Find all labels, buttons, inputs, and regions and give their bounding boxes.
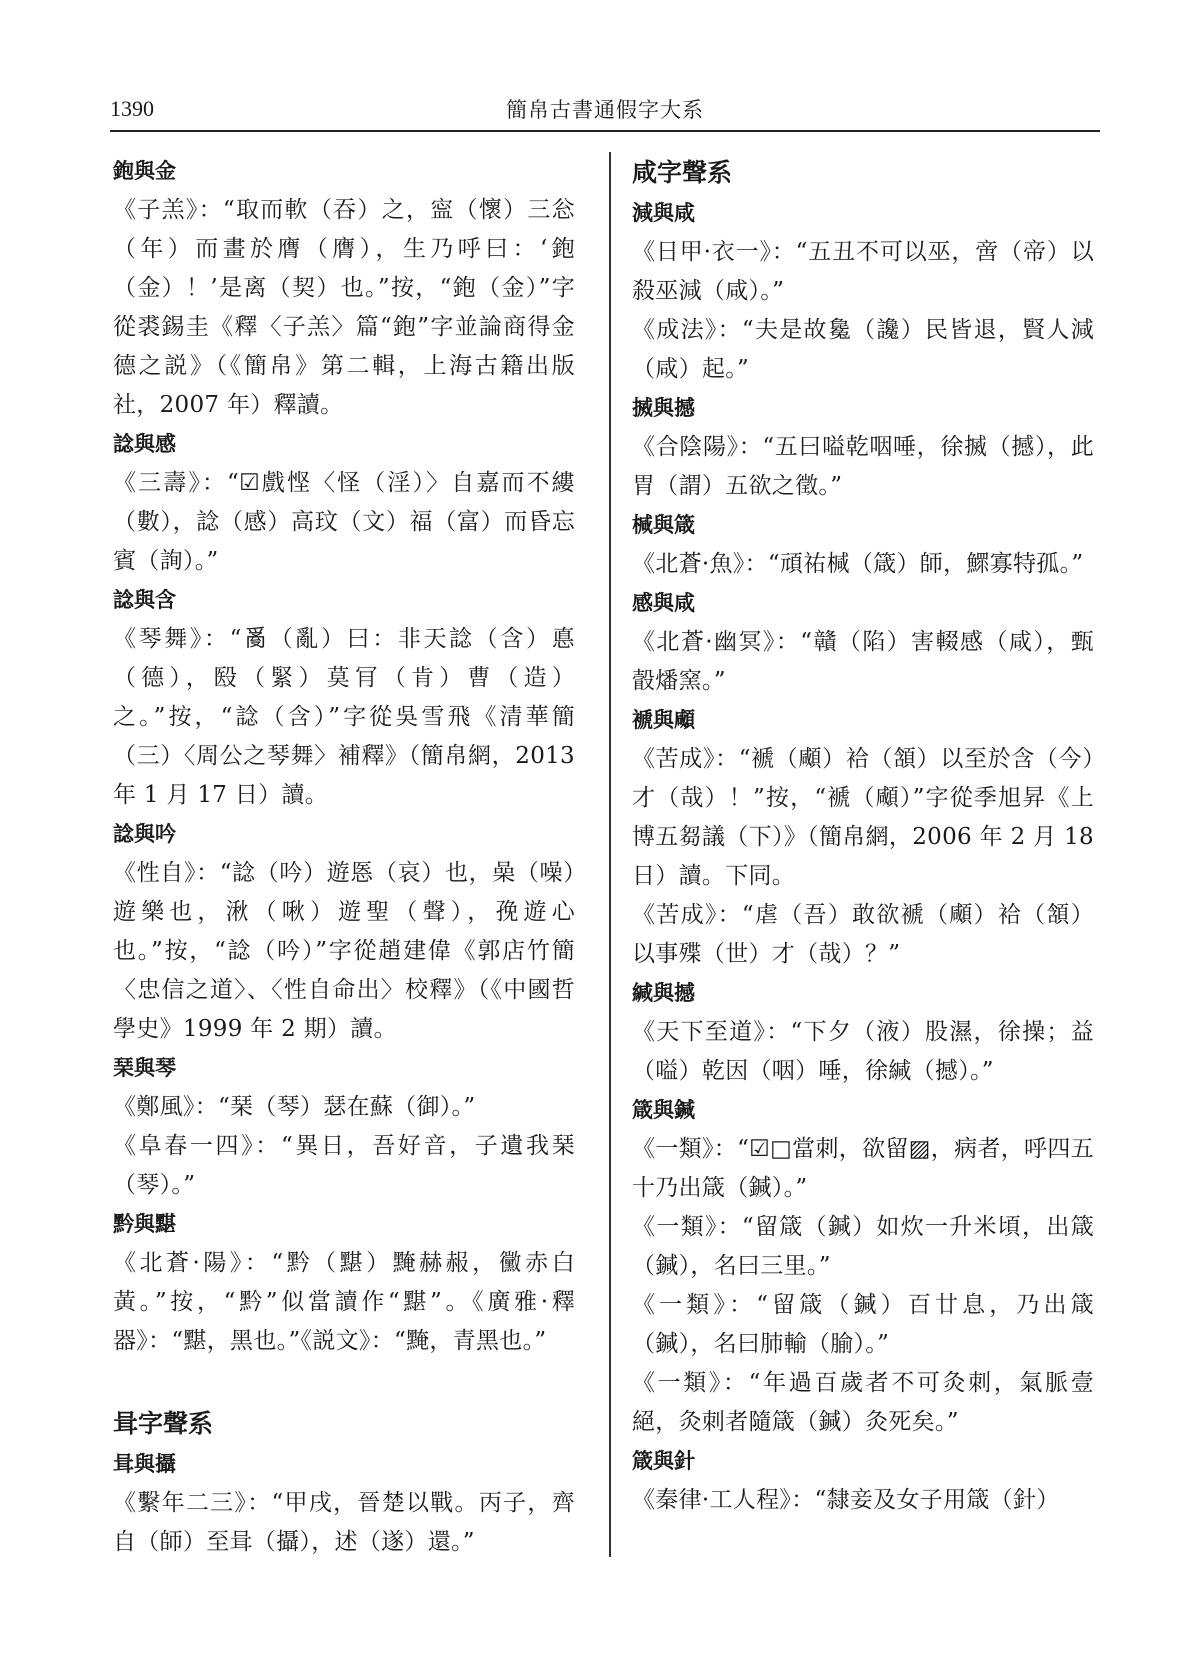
running-title: 簡帛古書通假字大系 [506, 98, 704, 122]
entry-heading: 諗與含 [113, 588, 176, 612]
entry-heading: 咠與攝 [113, 1452, 176, 1476]
entry-text: 《苦成》：“虐（吾）敢欲褫（顑）袷（頷）以事殜（世）才（哉）？” [632, 902, 1094, 967]
entry-text: 《北蒼·幽冥》：“贛（陷）害輟感（咸），甄瞉燔窯。” [632, 629, 1094, 694]
entry-text: 《合陰陽》：“五曰嗌乾咽唾，徐搣（撼），此胃（謂）五欲之徵。” [632, 434, 1094, 499]
entry-text: 《三壽》：“☑戲悭〈怪（淫）〉自嘉而不縷（數），諗（感）高玟（文）福（富）而昏忘賓（詢）。” [113, 470, 575, 574]
entry-heading: 諗與感 [113, 432, 176, 456]
entry-text: 《日甲·衣一》：“五丑不可以巫，啻（帝）以殺巫減（咸）。” [632, 239, 1094, 304]
entry-text: 《成法》：“夫是故毚（讒）民皆退，賢人減（咸）起。” [632, 317, 1094, 382]
section-title: 咠字聲系 [113, 1409, 214, 1438]
entry-heading: 搣與撼 [632, 396, 695, 420]
entry-text: 《北蒼·陽》：“黔（黮）黤赫赧，黴赤白黃。”按，“黔”似當讀作“黮”。《廣雅·釋器》：“黮，黑也。”《説文》：“黤，青黑也。” [113, 1250, 575, 1354]
page-number: 1390 [110, 96, 154, 121]
entry-heading: 諗與吟 [113, 822, 176, 846]
entry-text: 《琴舞》：“𤔔（亂）曰：非天諗（含）悳（德），殹（緊）莫肎（肯）曹（造）之。”按，“諗（含）”字從吳雪飛《清華簡（三）〈周公之琴舞〉補釋》（簡帛網，2013 年 1 月 17 日）讀。 [113, 626, 575, 808]
entry-heading: 鉋與金 [113, 159, 176, 183]
entry-text: 《繫年二三》：“甲戌，晉楚以戰。丙子，齊自（師）至咠（攝），述（遂）還。” [113, 1490, 575, 1555]
section-gap [113, 1361, 575, 1403]
entry-heading: 黔與黮 [113, 1212, 176, 1236]
left-column [113, 152, 575, 1562]
entry-text: 《一類》：“留箴（鍼）百廿息，乃出箴（鍼），名曰肺輸（腧）。” [632, 1292, 1094, 1357]
entry-text: 《性自》：“諗（吟）遊悘（哀）也，喿（噪）遊樂也，湫（啾）遊聖（聲），㝃遊心也。”按，“諗（吟）”字從趙建偉《郭店竹簡〈忠信之道〉、〈性自命出〉校釋》（《中國哲學史》1999 年 2 期）讀。 [113, 860, 575, 1042]
entry-text: 《苦成》：“褫（顑）袷（頷）以至於含（今）才（哉）！”按，“褫（顑）”字從季旭昇《上博五芻議（下）》（簡帛網，2006 年 2 月 18 日）讀。下同。 [632, 746, 1094, 889]
page-header [110, 90, 1100, 132]
entry-text: 《北蒼·魚》：“頑祐椷（箴）師，鰥寡特孤。” [632, 551, 1084, 577]
entry-text: 《一類》：“年過百歲者不可灸刺，氣脈壹絕，灸刺者隨箴（鍼）灸死矣。” [632, 1370, 1094, 1435]
entry-text: 《阜春一四》：“異日，吾好音，子遺我琹（琴）。” [113, 1133, 575, 1198]
entry-heading: 椷與箴 [632, 513, 695, 537]
entry-text: 《天下至道》：“下夕（液）股濕，徐操；益（嗌）乾因（咽）唾，徐緘（撼）。” [632, 1019, 1094, 1084]
entry-heading: 褫與顑 [632, 708, 695, 732]
entry-text: 《秦律·工人程》：“隸妾及女子用箴（針） [632, 1487, 1060, 1513]
entry-heading: 箴與針 [632, 1449, 695, 1473]
entry-heading: 減與咸 [632, 201, 695, 225]
entry-text: 《鄭風》：“琹（琴）瑟在蘇（御）。” [113, 1094, 476, 1120]
entry-heading: 緘與撼 [632, 981, 695, 1005]
entry-heading: 感與咸 [632, 591, 695, 615]
section-title: 咸字聲系 [632, 158, 733, 187]
entry-text: 《一類》：“留箴（鍼）如炊一升米頃，出箴（鍼），名曰三里。” [632, 1214, 1094, 1279]
right-column [632, 152, 1094, 1520]
entry-text: 《子羔》：“取而軟（吞）之，寍（懷）三忩（年）而畫於膺（膺），生乃呼曰：‘鉋（金）！’是离（契）也。”按，“鉋（金）”字從裘錫圭《釋〈子羔〉篇“鉋”字並論商得金德之説》（《簡帛》第二輯，上海古籍出版社，2007 年）釋讀。 [113, 197, 575, 418]
entry-heading: 琹與琴 [113, 1056, 176, 1080]
column-divider [609, 152, 611, 1557]
entry-heading: 箴與鍼 [632, 1098, 695, 1122]
entry-text: 《一類》：“☑□當刺，欲留▨，病者，呼四五十乃出箴（鍼）。” [632, 1136, 1094, 1201]
